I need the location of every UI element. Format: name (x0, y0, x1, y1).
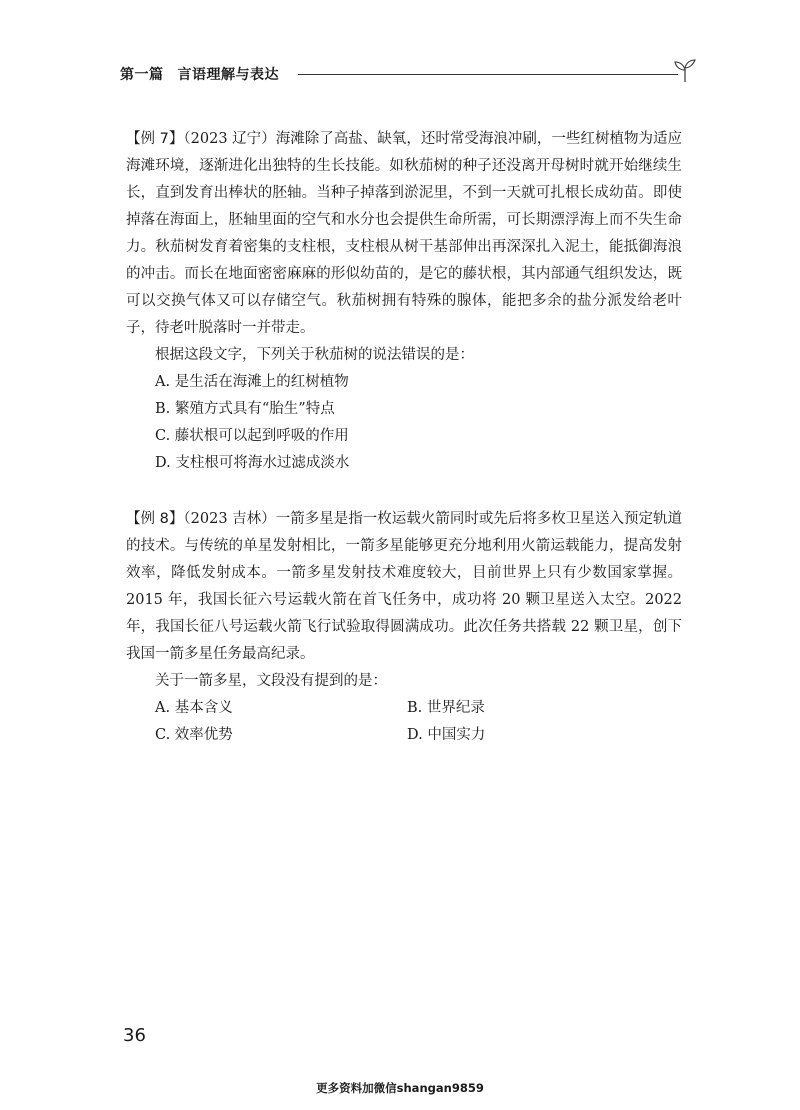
example-7-source: （2023 辽宁） (183, 131, 276, 147)
example-8-option-b: B. 世界纪录 (407, 700, 485, 716)
example-8 (126, 506, 682, 749)
example-8-option-a: A. 基本含义 (155, 700, 233, 716)
example-8-text: 一箭多星是指一枚运载火箭同时或先后将多枚卫星送入预定轨道的技术。与传统的单星发射相比，一箭多星能够更充分地利用火箭运载能力，提高发射效率，降低发射成本。一箭多星发射技术难度较大，目前世界上只有少数国家掌握。2015 年，我国长征六号运载火箭在首飞任务中，成功将 20 颗卫星送入太空。2022 年，我国长征八号运载火箭飞行试验取得圆满成功。此次任务共搭载 22 颗卫星，创下我国一箭多星任务最高纪录。 (126, 511, 683, 662)
example-8-label: 【例 8】 (126, 511, 184, 527)
example-8-options-row-2 (126, 722, 682, 749)
example-7-option-a: A. 是生活在海滩上的红树植物 (155, 374, 349, 390)
example-7-option-b: B. 繁殖方式具有“胎生”特点 (155, 401, 335, 417)
example-8-option-c: C. 效率优势 (155, 727, 233, 743)
sprout-icon (672, 58, 698, 84)
running-header (120, 60, 700, 90)
header-rule (298, 74, 678, 75)
example-7-label: 【例 7】 (126, 131, 184, 147)
example-8-options-row-1 (126, 695, 682, 722)
example-7-text: 海滩除了高盐、缺氧，还时常受海浪冲刷，一些红树植物为适应海滩环境，逐渐进化出独特的生长技能。如秋茄树的种子还没离开母树时就开始继续生长，直到发育出棒状的胚轴。当种子掉落到淤泥里，不到一天就可扎根长成幼苗。即使掉落在海面上，胚轴里面的空气和水分也会提供生命所需，可长期漂浮海上而不失生命力。秋茄树发育着密集的支柱根，支柱根从树干基部伸出再深深扎入泥土，能抵御海浪的冲击。而长在地面密密麻麻的形似幼苗的，是它的藤状根，其内部通气组织发达，既可以交换气体又可以存储空气。秋茄树拥有特殊的腺体，能把多余的盐分派发给老叶子，待老叶脱落时一并带走。 (126, 131, 683, 336)
example-7-option-c: C. 藤状根可以起到呼吸的作用 (155, 428, 349, 444)
page-number: 36 (123, 1025, 146, 1046)
footer-note: 更多资料加微信shangan9859 (316, 1081, 484, 1095)
example-7 (126, 126, 682, 477)
example-7-option-d: D. 支柱根可将海水过滤成淡水 (155, 455, 350, 471)
header-title (120, 64, 279, 84)
example-8-question: 关于一箭多星，文段没有提到的是： (155, 673, 387, 689)
example-8-passage (126, 506, 682, 668)
example-7-passage (126, 126, 682, 342)
example-8-option-d: D. 中国实力 (407, 727, 486, 743)
header-part: 第一篇 (120, 67, 164, 83)
example-8-source: （2023 吉林） (183, 511, 276, 527)
header-section: 言语理解与表达 (177, 67, 279, 83)
example-7-question: 根据这段文字，下列关于秋茄树的说法错误的是： (155, 347, 474, 363)
